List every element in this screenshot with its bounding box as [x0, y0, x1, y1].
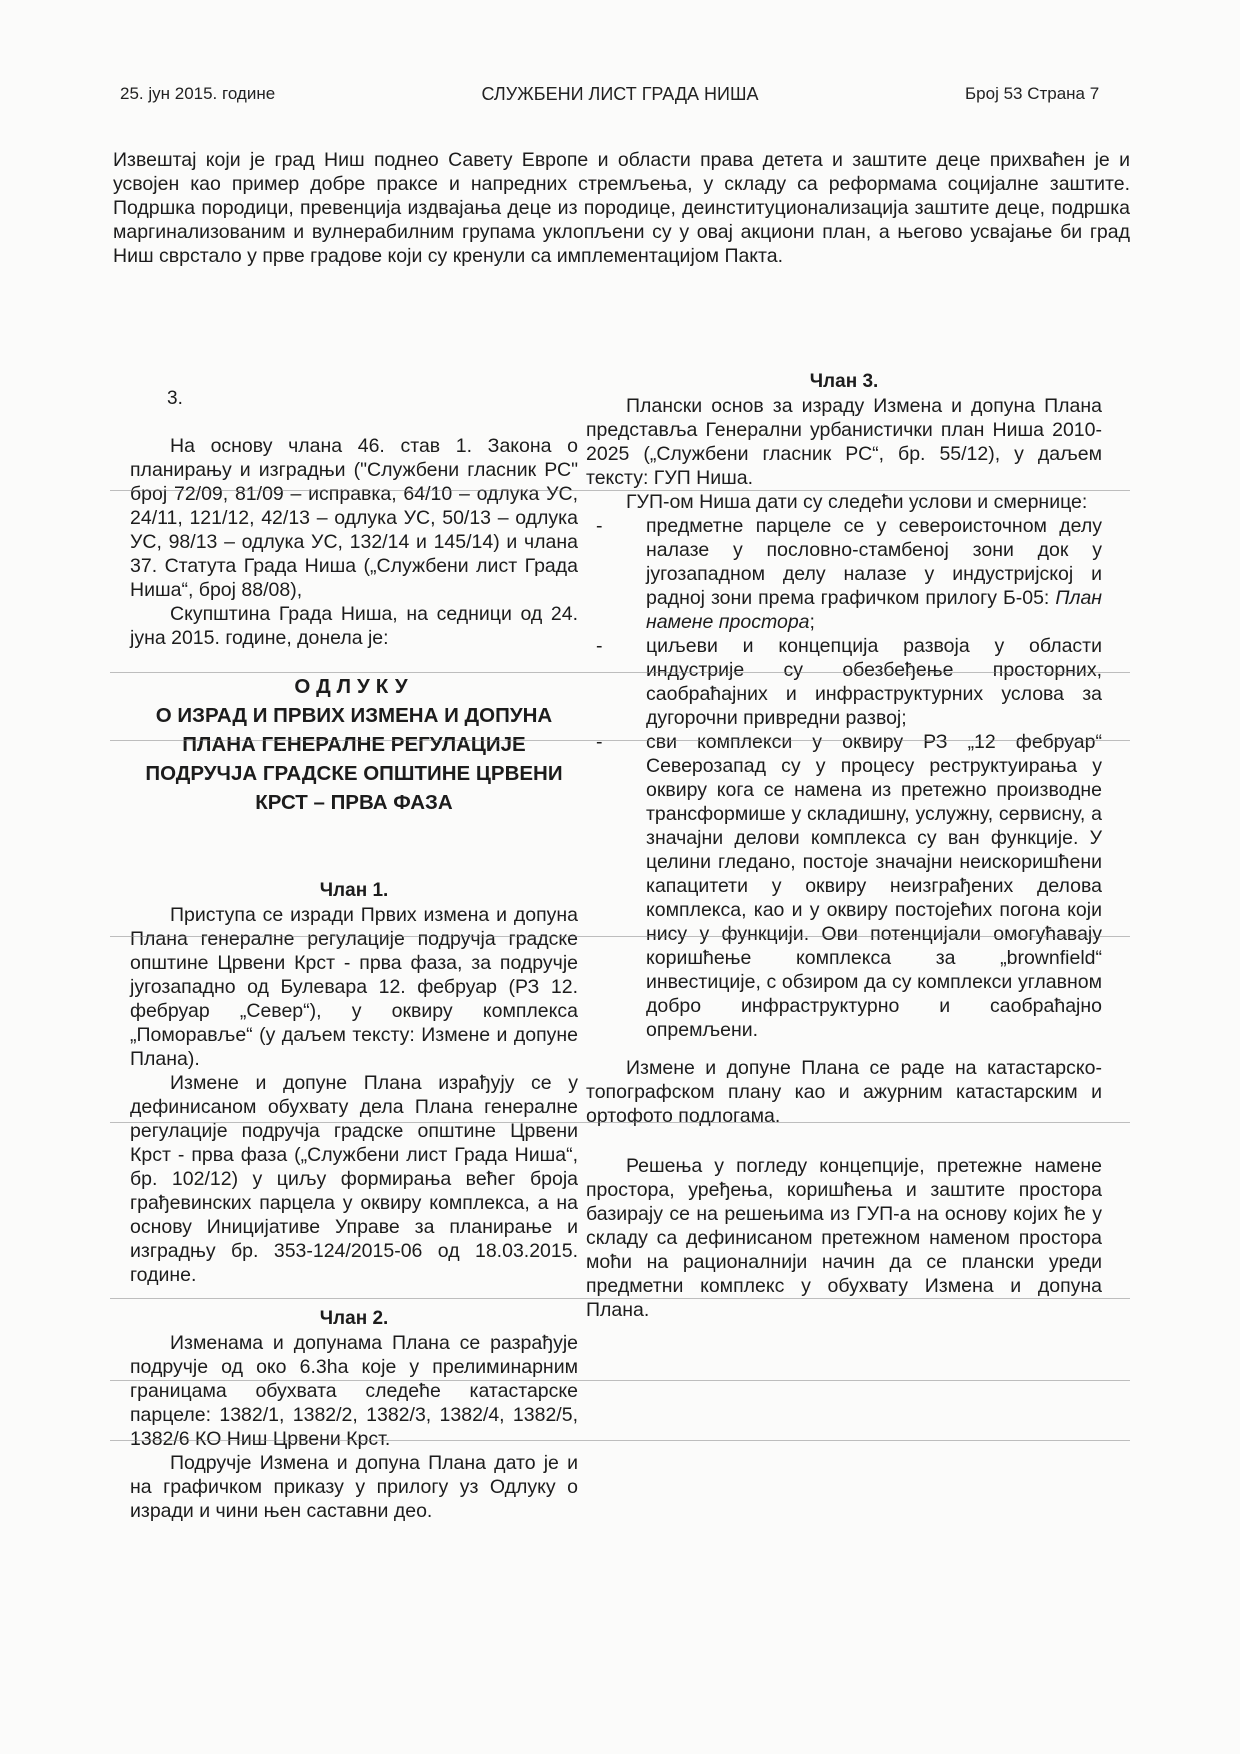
right-column	[586, 370, 1102, 1322]
scan-line	[110, 1298, 1130, 1299]
section-number: 3.	[167, 388, 183, 409]
scan-line	[110, 1380, 1130, 1381]
bullet-dash: -	[596, 731, 603, 753]
list-item: - предметне парцеле се у североисточном делу налазе у пословно-стамбеној зони док у југозападном делу налазе у индустријској и радној зони према графичком прилогу Б-05: План намене простора;	[596, 515, 1103, 633]
bullet-1-italic: План намене простора	[646, 587, 1103, 633]
article-1-paragraph-1: Приступа се изради Првих измена и допуна Плана генералне регулације подручја градске општине Црвени Крст - прва фаза, за подручје југозападно од Булевара 12. фебруар (РЗ 12. фебруар „Север“), у оквиру комплекса „Поморавље“ (у даљем тексту: Измене и допуне Плана).	[130, 904, 578, 1070]
bullet-2-text: циљеви и концепција развоја у области индустрије су обезбеђење просторних, саобраћајних и инфраструктурних услова за дугорочни привредни развој;	[646, 635, 1102, 729]
assembly-statement: Скупштина Града Ниша, на седници од 24. јуна 2015. године, донела је:	[130, 603, 578, 649]
intro-paragraph	[113, 148, 1130, 268]
bullet-3-text: сви комплекси у оквиру РЗ „12 фебруар“ Северозапад су у процесу реструктуирања у оквиру кога се намена из претежно производне трансформише у складишну, услужну, сервисну, а значајни делови комплекса су ван функције. У целини гледано, постоје значајни неискоришћени капацитети у оквиру неизграђених делова комплекса, као и у оквиру постојећих погона који нису у функцији. Ови потенцијали омогућавају коришћење комплекса за „brownfield“ инвестиције, с обзиром да су комплекси углавном добро инфраструктурно и саобраћајно опремљени.	[646, 731, 1102, 1041]
scan-line	[110, 936, 1130, 937]
article-3-paragraph-3: Измене и допуне Плана се раде на катастарско-топографском плану као и ажурним катастарским и ортофото подлогама.	[586, 1057, 1102, 1127]
list-item	[586, 730, 1102, 1042]
bullet-1-text: предметне парцеле се у североисточном делу налазе у пословно-стамбеној зони док у југозападном делу налазе у индустријској и радној зони према графичком прилогу Б-05:	[646, 515, 1102, 609]
header-issue: Број 53 Страна 7	[965, 84, 1100, 103]
article-3-paragraph-2: ГУП-ом Ниша дати су следећи услови и смернице:	[626, 491, 1088, 513]
intro-text: Извештај који је град Ниш поднео Савету Европе и области права детета и заштите деце прихваћен је и усвојен као пример добре праксе и напредних стремљења, у складу са реформама социјалне заштите. Подршка породици, превенција издвајања деце из породице, деинституционализација заштите деце, подршка маргинализованим и вулнерабилним групама уклопљени су у овај акциони план, а његово усвајање би град Ниш сврстало у прве градове који су кренули са имплементацијом Пакта.	[113, 149, 1130, 267]
article-3-paragraph-4: Решења у погледу концепције, претежне намене простора, уређења, коришћења и заштите простора базирају се на решењима из ГУП-а на основу којих ће у складу са дефинисаном претежном наменом простора моћи на рационалнији начин да се плански уреди предметни комплекс у обухвату Измена и допуна Плана.	[586, 1155, 1102, 1321]
bullet-dash: -	[596, 635, 603, 657]
decision-word: ОДЛУКУ	[294, 675, 414, 698]
bullet-dash: -	[596, 515, 603, 537]
conditions-list	[586, 514, 1102, 1042]
article-1-heading: Члан 1.	[319, 880, 389, 901]
scan-line	[110, 1122, 1130, 1123]
article-1-paragraph-2: Измене и допуне Плана израђују се у дефинисаном обухвату дела Плана генералне регулације подручја градске општине Црвени Крст - прва фаза („Службени лист Града Ниша“, бр. 102/12) у циљу формирања већег броја грађевинских парцела у оквиру комплекса, а на основу Иницијативе Управе за планирање и изградњу бр. 353-124/2015-06 од 18.03.2015. године.	[130, 1072, 578, 1286]
scan-line	[110, 1440, 1130, 1441]
article-2-paragraph-2: Подручје Измена и допуна Плана дато је и на графичком приказу у прилогу уз Одлуку о изради и чини њен саставни део.	[130, 1452, 578, 1522]
header-publication: СЛУЖБЕНИ ЛИСТ ГРАДА НИША	[481, 84, 759, 104]
article-2-heading: Члан 2.	[319, 1308, 389, 1329]
decision-title: О ИЗРАД И ПРВИХ ИЗМЕНА И ДОПУНА ПЛАНА ГЕНЕРАЛНЕ РЕГУЛАЦИЈЕ ПОДРУЧЈА ГРАДСКЕ ОПШТИНЕ ЦРВЕНИ КРСТ – ПРВА ФАЗА	[145, 704, 563, 814]
article-3-paragraph-1: Плански основ за израду Измена и допуна Плана представља Генерални урбанистички план Ниша 2010-2025 („Службени гласник РС“, бр. 55/12), у даљем тексту: ГУП Ниша.	[586, 395, 1102, 489]
scan-line	[110, 490, 1130, 491]
scan-line	[110, 672, 1130, 673]
article-3-heading: Члан 3.	[809, 371, 879, 392]
scan-line	[110, 740, 1130, 741]
header-date: 25. јун 2015. године	[120, 84, 276, 103]
legal-basis: На основу члана 46. став 1. Закона о планирању и изградњи ("Службени гласник РС" број 72/09, 81/09 – исправка, 64/10 – одлука УС, 24/11, 121/12, 42/13 – одлука УС, 50/13 – одлука УС, 98/13 – одлука УС, 132/14 и 145/14) и члана 37. Статута Града Ниша („Службени лист Града Ниша“, број 88/08),	[130, 435, 578, 601]
article-2-paragraph-1: Изменама и допунама Плана се разрађује подручје од око 6.3ha које у прелиминарним границама обухвата следеће катастарске парцеле: 1382/1, 1382/2, 1382/3, 1382/4, 1382/5, 1382/6 КО Ниш Црвени Крст.	[130, 1332, 578, 1450]
left-column	[130, 434, 578, 1523]
list-item	[586, 634, 1102, 730]
